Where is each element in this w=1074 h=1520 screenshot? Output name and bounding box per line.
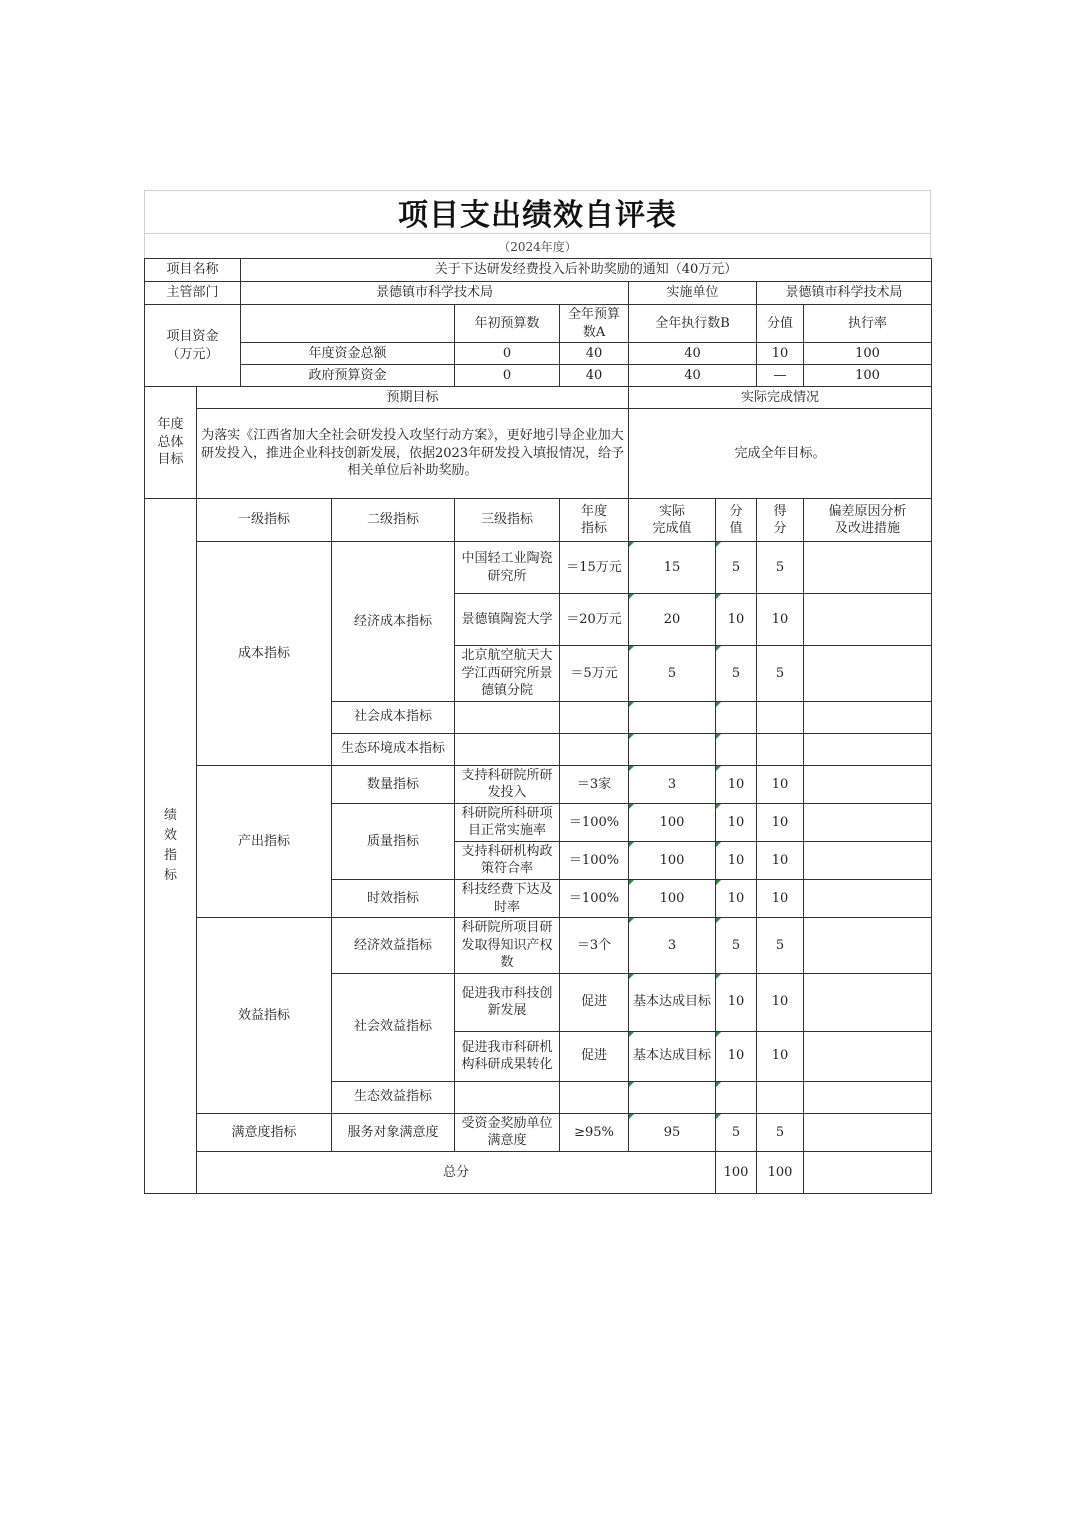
cost-row-1-level3: 中国轻工业陶瓷研究所 xyxy=(455,542,560,594)
cost-row-3-actual: 5 xyxy=(629,646,716,702)
benefit-row-2-actual: 基本达成目标 xyxy=(629,973,716,1031)
funds-gov-budget: 40 xyxy=(560,365,629,387)
satisfaction-level1: 满意度指标 xyxy=(197,1113,332,1151)
cost-social-annual xyxy=(560,701,629,733)
output-row-1-annual: ＝3家 xyxy=(560,765,629,803)
output-row-1-score: 10 xyxy=(757,765,804,803)
benefit-row-3-level3: 促进我市科研机构科研成果转化 xyxy=(455,1031,560,1081)
output-row-3-value: 10 xyxy=(716,841,757,879)
output-row-4-note xyxy=(804,880,932,918)
funds-label-line2: （万元） xyxy=(166,346,219,362)
benefit-row-1-score: 5 xyxy=(757,918,804,974)
satisfaction-level2: 服务对象满意度 xyxy=(332,1113,455,1151)
output-row-1-level3: 支持科研院所研发投入 xyxy=(455,765,560,803)
benefit-row-1-level3: 科研院所项目研发取得知识产权数 xyxy=(455,918,560,974)
cost-row-1 xyxy=(145,542,932,594)
cost-row-2-note xyxy=(804,594,932,646)
actual-result-header: 实际完成情况 xyxy=(629,387,932,409)
output-row-3-actual: 100 xyxy=(629,841,716,879)
benefit-eco-score xyxy=(757,1081,804,1113)
output-row-2-level3: 科研院所科研项目正常实施率 xyxy=(455,803,560,841)
cost-eco-annual xyxy=(560,733,629,765)
cost-eco-note xyxy=(804,733,932,765)
header-value xyxy=(716,499,757,542)
goals-label-line1: 年度 xyxy=(157,417,184,433)
benefit-social-level2: 社会效益指标 xyxy=(332,973,455,1081)
output-row-1 xyxy=(145,765,932,803)
cost-row-1-annual: ＝15万元 xyxy=(560,542,629,594)
header-ind-score-line1: 得 xyxy=(773,503,787,519)
header-annual-line1: 年度 xyxy=(581,503,608,519)
cost-eco-level2: 生态环境成本指标 xyxy=(332,733,455,765)
header-annual-budget: 全年预算数A xyxy=(560,305,629,343)
output-quality-level2: 质量指标 xyxy=(332,803,455,879)
output-row-4-actual: 100 xyxy=(629,880,716,918)
funds-total-budget: 40 xyxy=(560,343,629,365)
header-note xyxy=(804,499,932,542)
benefit-economic-level2: 经济效益指标 xyxy=(332,918,455,974)
header-initial-budget: 年初预算数 xyxy=(455,305,560,343)
header-value-line1: 分 xyxy=(729,503,743,519)
cost-row-2-level3: 景德镇陶瓷大学 xyxy=(455,594,560,646)
department-value: 景德镇市科学技术局 xyxy=(241,282,629,305)
header-actual xyxy=(629,499,716,542)
goals-header-row xyxy=(145,387,932,409)
benefit-eco-annual xyxy=(560,1081,629,1113)
funds-total-score-value: 10 xyxy=(757,343,804,365)
indicators-section-text: 绩效指标 xyxy=(163,807,177,884)
cost-social-level3 xyxy=(455,701,560,733)
header-level3: 三级指标 xyxy=(455,499,560,542)
cost-row-3-value: 5 xyxy=(716,646,757,702)
expected-goal-header: 预期目标 xyxy=(197,387,629,409)
benefit-eco-value xyxy=(716,1081,757,1113)
header-annual-line2: 指标 xyxy=(581,521,608,537)
cost-row-1-actual: 15 xyxy=(629,542,716,594)
benefit-level1: 效益指标 xyxy=(197,918,332,1114)
total-note xyxy=(804,1151,932,1193)
output-row-1-value: 10 xyxy=(716,765,757,803)
total-value: 100 xyxy=(716,1151,757,1193)
cost-eco-actual xyxy=(629,733,716,765)
funds-gov-initial: 0 xyxy=(455,365,560,387)
implementer-label: 实施单位 xyxy=(629,282,757,305)
output-row-3-note xyxy=(804,841,932,879)
satisfaction-score: 5 xyxy=(757,1113,804,1151)
benefit-row-3-actual: 基本达成目标 xyxy=(629,1031,716,1081)
expected-goal-text: 为落实《江西省加大全社会研发投入攻坚行动方案》，更好地引导企业加大研发投入，推进企业科技创新发展，依据2023年研发投入填报情况，给予相关单位后补助奖励。 xyxy=(197,409,629,499)
benefit-row-2-note xyxy=(804,973,932,1031)
benefit-eco-level2: 生态效益指标 xyxy=(332,1081,455,1113)
benefit-eco-level3 xyxy=(455,1081,560,1113)
header-ind-score xyxy=(757,499,804,542)
benefit-row-2-annual: 促进 xyxy=(560,973,629,1031)
goals-content-row xyxy=(145,409,932,499)
output-row-4-value: 10 xyxy=(716,880,757,918)
funds-gov-rate: 100 xyxy=(804,365,932,387)
cost-row-2-annual: ＝20万元 xyxy=(560,594,629,646)
total-row xyxy=(145,1151,932,1193)
benefit-row-3-score: 10 xyxy=(757,1031,804,1081)
funds-total-exec: 40 xyxy=(629,343,757,365)
header-actual-line2: 完成值 xyxy=(652,521,692,537)
benefit-row-3-note xyxy=(804,1031,932,1081)
output-row-2-annual: ＝100% xyxy=(560,803,629,841)
cost-row-3-level3: 北京航空航天大学江西研究所景德镇分院 xyxy=(455,646,560,702)
indicators-section-label xyxy=(145,499,197,1194)
goals-label-line3: 目标 xyxy=(157,452,184,468)
benefit-row-2-score: 10 xyxy=(757,973,804,1031)
cost-row-3-note xyxy=(804,646,932,702)
benefit-eco-note xyxy=(804,1081,932,1113)
output-row-4-level3: 科技经费下达及时率 xyxy=(455,880,560,918)
cost-row-1-score: 5 xyxy=(757,542,804,594)
header-actual-line1: 实际 xyxy=(659,503,686,519)
benefit-row-1-annual: ＝3个 xyxy=(560,918,629,974)
benefit-row-1-value: 5 xyxy=(716,918,757,974)
cost-row-3-score: 5 xyxy=(757,646,804,702)
output-quantity-level2: 数量指标 xyxy=(332,765,455,803)
output-row-4-score: 10 xyxy=(757,880,804,918)
satisfaction-note xyxy=(804,1113,932,1151)
benefit-row-1 xyxy=(145,918,932,974)
satisfaction-annual: ≥95% xyxy=(560,1113,629,1151)
cost-economic-level2: 经济成本指标 xyxy=(332,542,455,702)
funds-gov-label: 政府预算资金 xyxy=(241,365,455,387)
cost-eco-level3 xyxy=(455,733,560,765)
benefit-row-1-actual: 3 xyxy=(629,918,716,974)
cost-eco-value xyxy=(716,733,757,765)
header-level1: 一级指标 xyxy=(197,499,332,542)
benefit-eco-actual xyxy=(629,1081,716,1113)
evaluation-sheet xyxy=(144,190,931,1194)
cost-row-2-actual: 20 xyxy=(629,594,716,646)
output-row-2-score: 10 xyxy=(757,803,804,841)
header-ind-score-line2: 分 xyxy=(773,521,787,537)
output-timeliness-level2: 时效指标 xyxy=(332,880,455,918)
output-row-1-note xyxy=(804,765,932,803)
evaluation-table xyxy=(144,258,932,1194)
sheet-title: 项目支出绩效自评表 xyxy=(144,190,931,233)
funds-total-initial: 0 xyxy=(455,343,560,365)
funds-total-label: 年度资金总额 xyxy=(241,343,455,365)
department-label: 主管部门 xyxy=(145,282,241,305)
satisfaction-level3: 受资金奖励单位满意度 xyxy=(455,1113,560,1151)
benefit-row-3-value: 10 xyxy=(716,1031,757,1081)
funds-total-rate: 100 xyxy=(804,343,932,365)
output-row-1-actual: 3 xyxy=(629,765,716,803)
cost-eco-score xyxy=(757,733,804,765)
header-annual xyxy=(560,499,629,542)
funds-header-row xyxy=(145,305,932,343)
output-row-4-annual: ＝100% xyxy=(560,880,629,918)
project-name-row xyxy=(145,259,932,282)
cost-row-2-value: 10 xyxy=(716,594,757,646)
cost-social-actual xyxy=(629,701,716,733)
cost-social-note xyxy=(804,701,932,733)
cost-social-level2: 社会成本指标 xyxy=(332,701,455,733)
benefit-row-2-value: 10 xyxy=(716,973,757,1031)
output-row-3-score: 10 xyxy=(757,841,804,879)
funds-gov-score-value: — xyxy=(757,365,804,387)
benefit-row-3-annual: 促进 xyxy=(560,1031,629,1081)
cost-social-value xyxy=(716,701,757,733)
header-level2: 二级指标 xyxy=(332,499,455,542)
header-note-line1: 偏差原因分析 xyxy=(828,503,907,519)
goals-label-line2: 总体 xyxy=(157,434,184,450)
header-note-line2: 及改进措施 xyxy=(835,521,901,537)
funds-gov-exec: 40 xyxy=(629,365,757,387)
department-row xyxy=(145,282,932,305)
satisfaction-actual: 95 xyxy=(629,1113,716,1151)
implementer-value: 景德镇市科学技术局 xyxy=(757,282,932,305)
output-row-2-note xyxy=(804,803,932,841)
output-row-3-level3: 支持科研机构政策符合率 xyxy=(455,841,560,879)
cost-row-2-score: 10 xyxy=(757,594,804,646)
header-annual-exec: 全年执行数B xyxy=(629,305,757,343)
funds-gov-row xyxy=(145,365,932,387)
header-score-value: 分值 xyxy=(757,305,804,343)
funds-total-row xyxy=(145,343,932,365)
cost-level1: 成本指标 xyxy=(197,542,332,766)
project-name-value: 关于下达研发经费投入后补助奖励的通知（40万元） xyxy=(241,259,932,282)
funds-label xyxy=(145,305,241,387)
header-value-line2: 值 xyxy=(729,521,743,537)
output-row-2-actual: 100 xyxy=(629,803,716,841)
output-level1: 产出指标 xyxy=(197,765,332,917)
cost-row-1-note xyxy=(804,542,932,594)
project-name-label: 项目名称 xyxy=(145,259,241,282)
satisfaction-row xyxy=(145,1113,932,1151)
header-exec-rate: 执行率 xyxy=(804,305,932,343)
goals-label xyxy=(145,387,197,499)
total-score: 100 xyxy=(757,1151,804,1193)
satisfaction-value: 5 xyxy=(716,1113,757,1151)
cost-row-3-annual: ＝5万元 xyxy=(560,646,629,702)
total-label: 总分 xyxy=(197,1151,716,1193)
benefit-row-2-level3: 促进我市科技创新发展 xyxy=(455,973,560,1031)
actual-result-text: 完成全年目标。 xyxy=(629,409,932,499)
cost-row-1-value: 5 xyxy=(716,542,757,594)
output-row-2-value: 10 xyxy=(716,803,757,841)
indicators-header-row xyxy=(145,499,932,542)
benefit-row-1-note xyxy=(804,918,932,974)
output-row-3-annual: ＝100% xyxy=(560,841,629,879)
year-label: （2024年度） xyxy=(144,233,931,258)
funds-header-blank xyxy=(241,305,455,343)
cost-social-score xyxy=(757,701,804,733)
funds-label-line1: 项目资金 xyxy=(166,329,219,344)
